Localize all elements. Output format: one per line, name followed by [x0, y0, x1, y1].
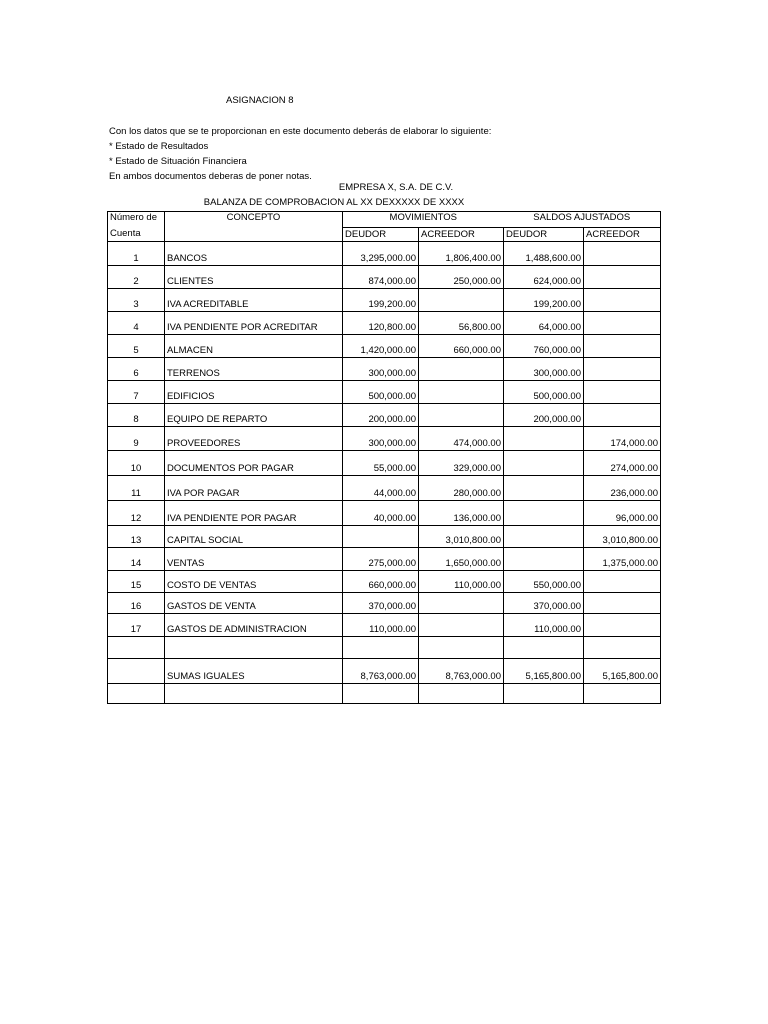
cell-saldo-deudor: 199,200.00 — [504, 289, 584, 312]
account-concept: CLIENTES — [165, 266, 343, 289]
cell-saldo-deudor — [504, 548, 584, 571]
empty-cell — [343, 637, 419, 659]
empty-cell — [584, 684, 661, 704]
account-concept: CAPITAL SOCIAL — [165, 526, 343, 548]
account-number: 16 — [108, 593, 165, 614]
empty-cell — [165, 684, 343, 704]
table-row — [108, 526, 661, 548]
cell-mov-acreedor: 1,650,000.00 — [419, 548, 504, 571]
cell-mov-acreedor — [419, 404, 504, 427]
cell-mov-deudor: 55,000.00 — [343, 451, 419, 476]
header-concepto-cont — [165, 228, 343, 242]
cell-mov-acreedor: 136,000.00 — [419, 501, 504, 526]
account-number: 17 — [108, 614, 165, 637]
instructions — [109, 124, 491, 184]
table-row — [108, 404, 661, 427]
table-row — [108, 358, 661, 381]
account-concept: DOCUMENTOS POR PAGAR — [165, 451, 343, 476]
cell-saldo-acreedor — [584, 242, 661, 266]
cell-mov-deudor: 275,000.00 — [343, 548, 419, 571]
account-number: 6 — [108, 358, 165, 381]
header-cuenta: Cuenta — [108, 228, 165, 242]
totals-label: SUMAS IGUALES — [165, 659, 343, 684]
cell-saldo-deudor — [504, 526, 584, 548]
empty-cell — [504, 684, 584, 704]
cell-saldo-acreedor: 3,010,800.00 — [584, 526, 661, 548]
account-number: 3 — [108, 289, 165, 312]
cell-mov-deudor: 3,295,000.00 — [343, 242, 419, 266]
empty-cell — [108, 637, 165, 659]
empty-cell — [584, 637, 661, 659]
table-row — [108, 476, 661, 501]
cell-saldo-deudor: 500,000.00 — [504, 381, 584, 404]
cell-mov-deudor: 110,000.00 — [343, 614, 419, 637]
header-row-1 — [108, 212, 661, 228]
cell-saldo-deudor — [504, 501, 584, 526]
header-numero-line1: Número de — [110, 212, 157, 223]
cell-saldo-deudor — [504, 427, 584, 451]
cell-saldo-acreedor — [584, 289, 661, 312]
cell-mov-deudor: 120,800.00 — [343, 312, 419, 335]
cell-mov-acreedor: 329,000.00 — [419, 451, 504, 476]
header-movimientos: MOVIMIENTOS — [343, 212, 504, 228]
trial-balance-table — [107, 211, 661, 704]
account-concept: ALMACEN — [165, 335, 343, 358]
account-number: 7 — [108, 381, 165, 404]
account-concept: IVA POR PAGAR — [165, 476, 343, 501]
table-row — [108, 381, 661, 404]
header-saldo-acreedor: ACREEDOR — [584, 228, 661, 242]
cell-saldo-acreedor — [584, 312, 661, 335]
cell-mov-deudor: 874,000.00 — [343, 266, 419, 289]
cell-mov-acreedor: 3,010,800.00 — [419, 526, 504, 548]
cell-mov-acreedor: 110,000.00 — [419, 571, 504, 593]
account-number: 11 — [108, 476, 165, 501]
cell-mov-deudor: 660,000.00 — [343, 571, 419, 593]
empty-cell — [419, 684, 504, 704]
balance-subtitle-text: BALANZA DE COMPROBACION AL XX DEXXXXX DE XXXX — [203, 197, 465, 208]
table-row — [108, 335, 661, 358]
company-name: EMPRESA X, S.A. DE C.V. — [338, 182, 454, 193]
instruction-line: En ambos documentos deberas de poner notas. — [109, 171, 312, 182]
cell-saldo-acreedor — [584, 593, 661, 614]
table-row — [108, 614, 661, 637]
account-number: 10 — [108, 451, 165, 476]
cell-mov-acreedor — [419, 381, 504, 404]
cell-saldo-deudor: 200,000.00 — [504, 404, 584, 427]
account-number: 9 — [108, 427, 165, 451]
cell-mov-acreedor — [419, 289, 504, 312]
table-row — [108, 593, 661, 614]
table-row — [108, 289, 661, 312]
instruction-line: Con los datos que se te proporcionan en este documento deberás de elaborar lo siguiente: — [109, 126, 492, 137]
cell-mov-deudor: 300,000.00 — [343, 358, 419, 381]
account-concept: EDIFICIOS — [165, 381, 343, 404]
totals-row — [108, 659, 661, 684]
account-number: 1 — [108, 242, 165, 266]
cell-mov-deudor: 300,000.00 — [343, 427, 419, 451]
cell-saldo-acreedor — [584, 266, 661, 289]
account-number: 2 — [108, 266, 165, 289]
table-row — [108, 548, 661, 571]
table-row — [108, 312, 661, 335]
cell-saldo-deudor: 624,000.00 — [504, 266, 584, 289]
cell-mov-deudor: 200,000.00 — [343, 404, 419, 427]
empty-cell — [165, 637, 343, 659]
account-number: 8 — [108, 404, 165, 427]
empty-cell — [419, 637, 504, 659]
cell-saldo-acreedor: 236,000.00 — [584, 476, 661, 501]
header-saldo-deudor: DEUDOR — [504, 228, 584, 242]
total-mov-acreedor: 8,763,000.00 — [419, 659, 504, 684]
account-number: 12 — [108, 501, 165, 526]
cell-saldo-acreedor: 174,000.00 — [584, 427, 661, 451]
cell-saldo-deudor: 110,000.00 — [504, 614, 584, 637]
account-number: 14 — [108, 548, 165, 571]
cell-saldo-acreedor: 274,000.00 — [584, 451, 661, 476]
account-number: 4 — [108, 312, 165, 335]
account-concept: PROVEEDORES — [165, 427, 343, 451]
instruction-line: * Estado de Resultados — [109, 141, 209, 152]
account-concept: COSTO DE VENTAS — [165, 571, 343, 593]
empty-cell — [343, 684, 419, 704]
empty-cell — [108, 684, 165, 704]
cell-mov-deudor: 199,200.00 — [343, 289, 419, 312]
cell-mov-deudor: 370,000.00 — [343, 593, 419, 614]
cell-mov-acreedor: 474,000.00 — [419, 427, 504, 451]
cell-mov-acreedor: 280,000.00 — [419, 476, 504, 501]
cell-mov-acreedor: 660,000.00 — [419, 335, 504, 358]
account-concept: IVA ACREDITABLE — [165, 289, 343, 312]
cell-mov-acreedor — [419, 593, 504, 614]
cell-saldo-deudor: 760,000.00 — [504, 335, 584, 358]
instruction-line: * Estado de Situación Financiera — [109, 156, 247, 167]
account-concept: GASTOS DE ADMINISTRACION — [165, 614, 343, 637]
document-title: ASIGNACION 8 — [226, 95, 294, 106]
cell-saldo-acreedor — [584, 614, 661, 637]
header-row-2 — [108, 228, 661, 242]
header-numero — [108, 212, 165, 228]
cell-mov-deudor: 44,000.00 — [343, 476, 419, 501]
total-saldo-acreedor: 5,165,800.00 — [584, 659, 661, 684]
cell-mov-deudor: 500,000.00 — [343, 381, 419, 404]
balance-subtitle — [0, 197, 668, 209]
cell-mov-deudor: 40,000.00 — [343, 501, 419, 526]
cell-saldo-acreedor: 96,000.00 — [584, 501, 661, 526]
table-row — [108, 266, 661, 289]
account-number: 15 — [108, 571, 165, 593]
table-row — [108, 242, 661, 266]
cell-saldo-deudor: 370,000.00 — [504, 593, 584, 614]
account-number: 5 — [108, 335, 165, 358]
cell-saldo-acreedor — [584, 571, 661, 593]
total-mov-deudor: 8,763,000.00 — [343, 659, 419, 684]
cell-saldo-deudor: 1,488,600.00 — [504, 242, 584, 266]
account-concept: IVA PENDIENTE POR PAGAR — [165, 501, 343, 526]
header-concepto: CONCEPTO — [165, 212, 343, 228]
empty-row — [108, 637, 661, 659]
cell-saldo-deudor — [504, 451, 584, 476]
header-mov-acreedor: ACREEDOR — [419, 228, 504, 242]
cell-saldo-acreedor: 1,375,000.00 — [584, 548, 661, 571]
account-concept: TERRENOS — [165, 358, 343, 381]
cell-saldo-deudor: 300,000.00 — [504, 358, 584, 381]
cell-saldo-acreedor — [584, 335, 661, 358]
empty-row — [108, 684, 661, 704]
cell-saldo-deudor: 550,000.00 — [504, 571, 584, 593]
empty-cell — [504, 637, 584, 659]
account-concept: EQUIPO DE REPARTO — [165, 404, 343, 427]
header-saldos: SALDOS AJUSTADOS — [504, 212, 661, 228]
totals-number-cell — [108, 659, 165, 684]
cell-saldo-acreedor — [584, 404, 661, 427]
account-concept: VENTAS — [165, 548, 343, 571]
account-concept: GASTOS DE VENTA — [165, 593, 343, 614]
cell-mov-acreedor — [419, 614, 504, 637]
cell-mov-acreedor: 1,806,400.00 — [419, 242, 504, 266]
cell-mov-deudor: 1,420,000.00 — [343, 335, 419, 358]
cell-mov-acreedor — [419, 358, 504, 381]
table-row — [108, 501, 661, 526]
cell-saldo-acreedor — [584, 358, 661, 381]
table-row — [108, 451, 661, 476]
cell-saldo-deudor: 64,000.00 — [504, 312, 584, 335]
cell-mov-deudor — [343, 526, 419, 548]
account-number: 13 — [108, 526, 165, 548]
cell-mov-acreedor: 250,000.00 — [419, 266, 504, 289]
header-mov-deudor: DEUDOR — [343, 228, 419, 242]
table-row — [108, 571, 661, 593]
total-saldo-deudor: 5,165,800.00 — [504, 659, 584, 684]
table-row — [108, 427, 661, 451]
account-concept: BANCOS — [165, 242, 343, 266]
cell-saldo-acreedor — [584, 381, 661, 404]
cell-saldo-deudor — [504, 476, 584, 501]
table-body — [108, 212, 661, 704]
account-concept: IVA PENDIENTE POR ACREDITAR — [165, 312, 343, 335]
cell-mov-acreedor: 56,800.00 — [419, 312, 504, 335]
